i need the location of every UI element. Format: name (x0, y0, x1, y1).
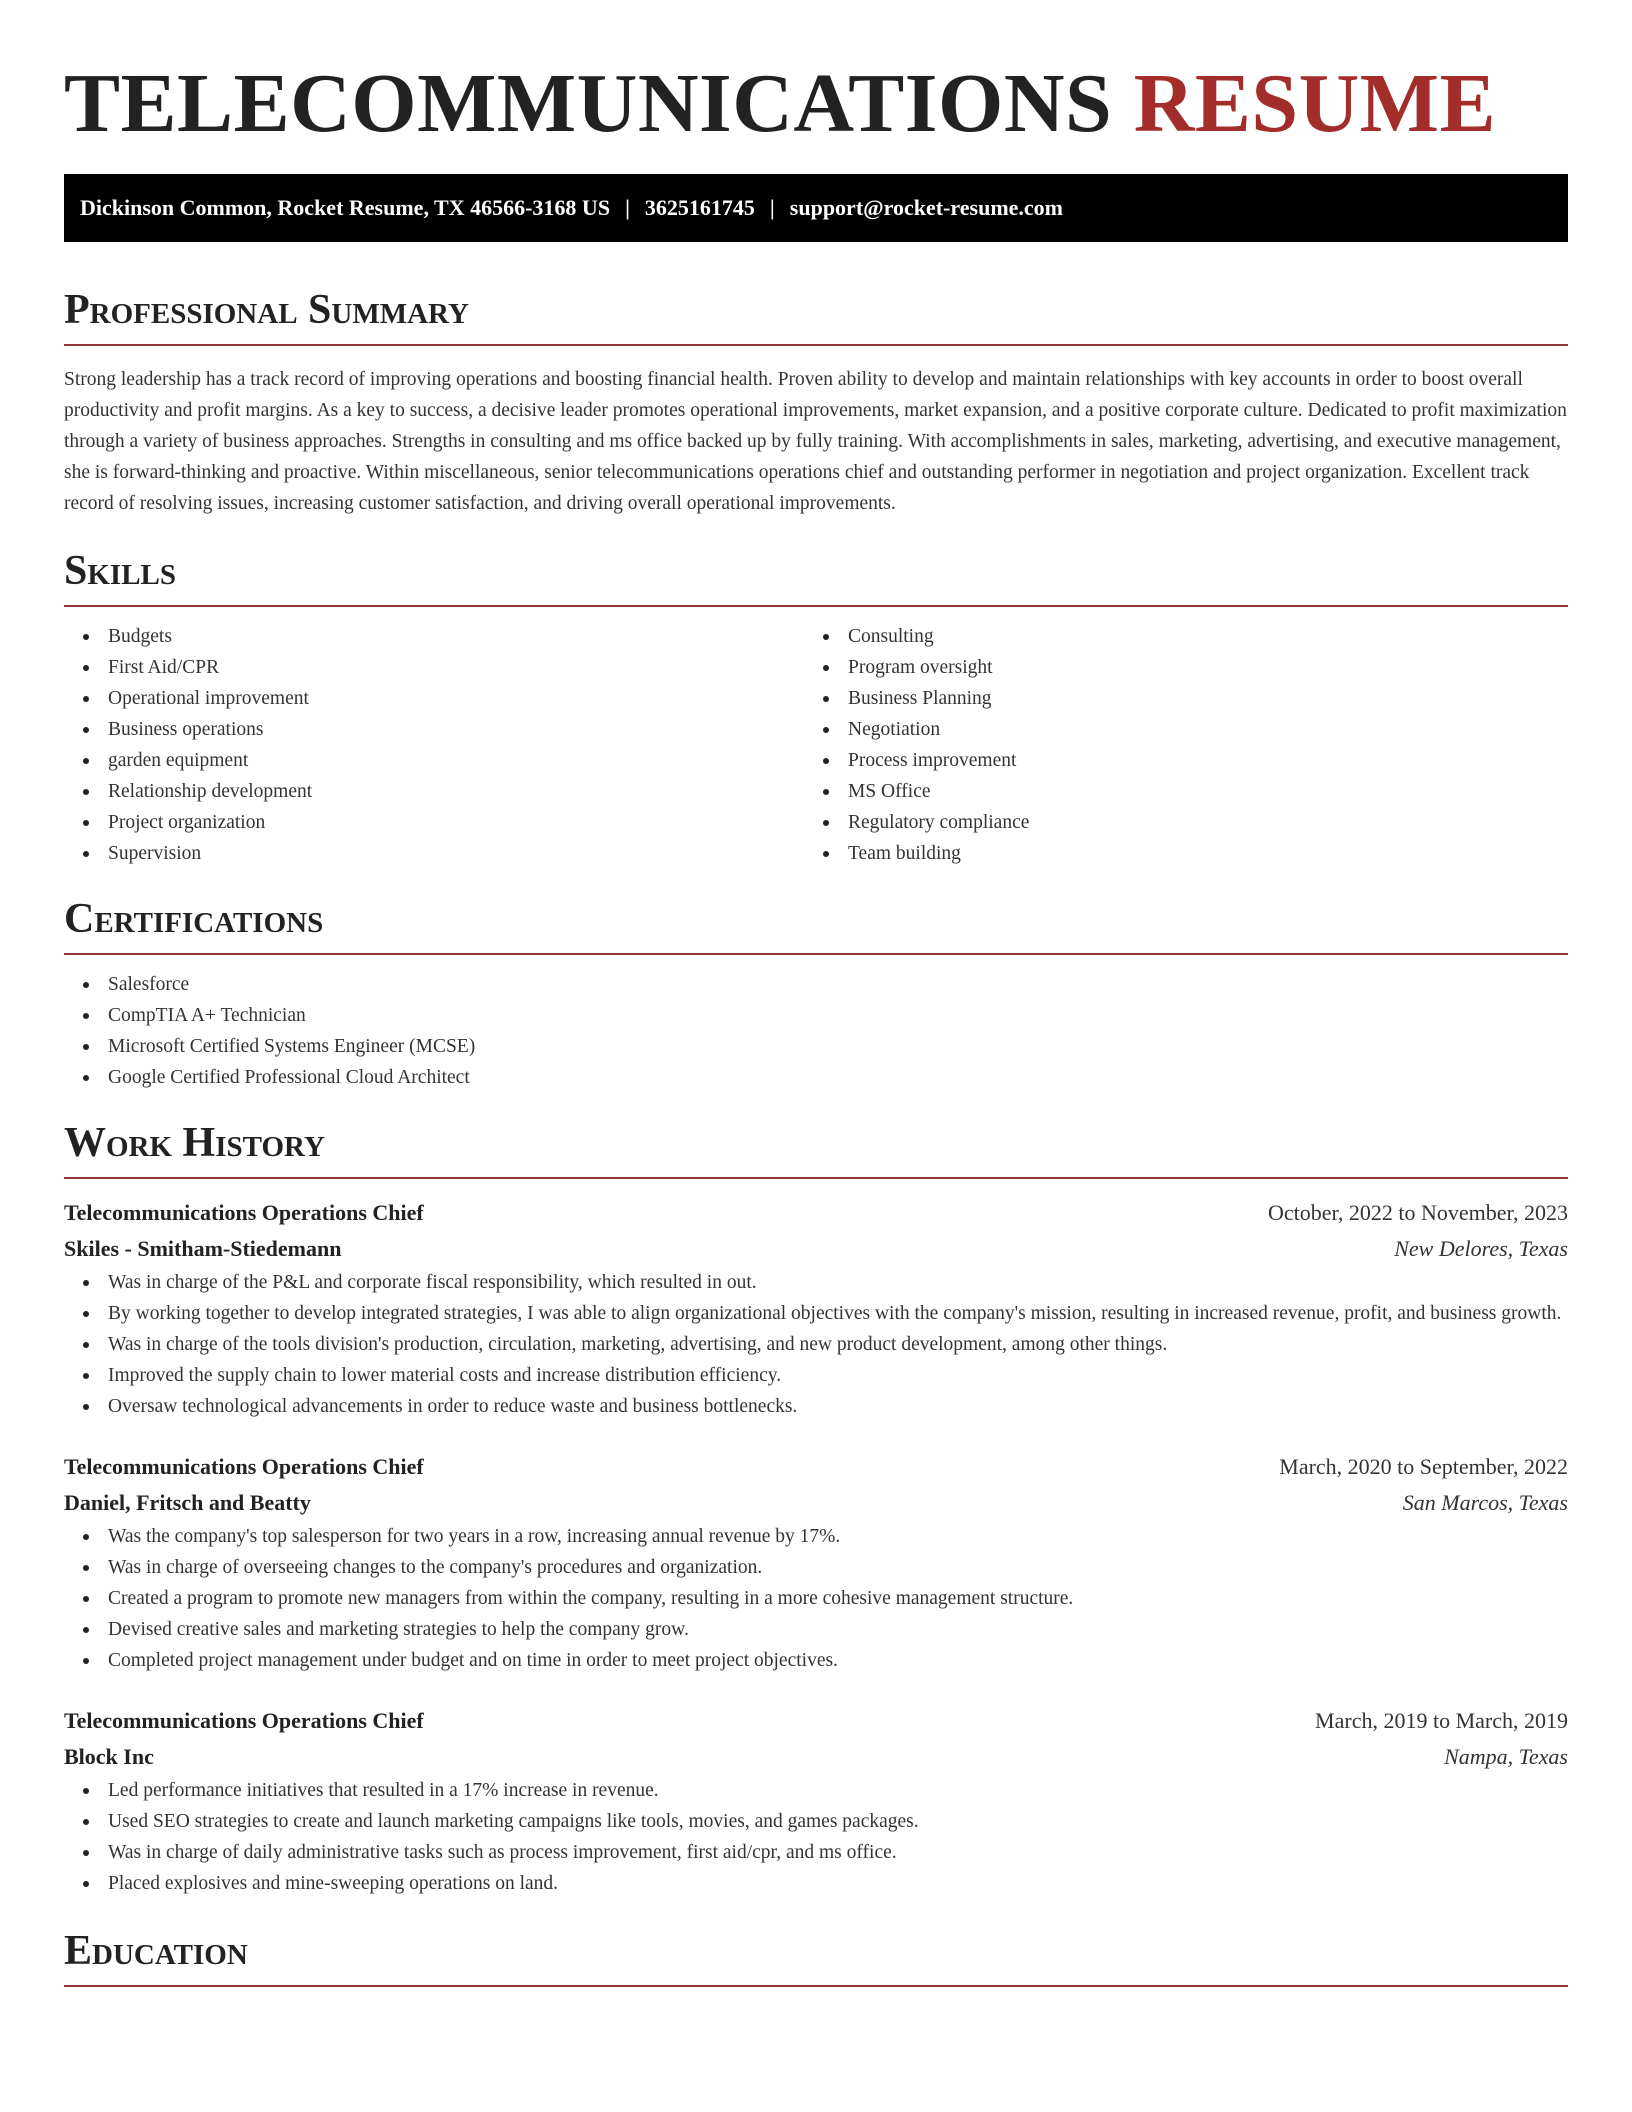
job-company: Daniel, Fritsch and Beatty (64, 1490, 311, 1515)
job-dates: March, 2019 to March, 2019 (1315, 1708, 1568, 1733)
job-bullet: Was the company's top salesperson for two years in a row, increasing annual revenue by 17%. (64, 1521, 1568, 1552)
skill-item: Regulatory compliance (804, 807, 1544, 838)
job-title: Telecommunications Operations Chief (64, 1454, 424, 1479)
skill-item: Consulting (804, 621, 1544, 652)
contact-address: Dickinson Common, Rocket Resume, TX 46566-3168 US (80, 195, 611, 220)
work-history-heading: Work History (64, 1119, 1568, 1179)
certification-item: Google Certified Professional Cloud Architect (64, 1062, 1568, 1093)
certification-item: Microsoft Certified Systems Engineer (MCSE) (64, 1031, 1568, 1062)
job-header-row (64, 1449, 1568, 1485)
skill-item: Negotiation (804, 714, 1544, 745)
skills-section (64, 547, 1568, 869)
job-bullet: Placed explosives and mine-sweeping operations on land. (64, 1868, 1568, 1899)
job-bullet: Was in charge of the P&L and corporate fiscal responsibility, which resulted in out. (64, 1267, 1568, 1298)
job-bullet: Created a program to promote new managers from within the company, resulting in a more cohesive management structure. (64, 1583, 1568, 1614)
job-company-row (64, 1739, 1568, 1775)
title-main: TELECOMMUNICATIONS (64, 57, 1113, 150)
skill-item: MS Office (804, 776, 1544, 807)
job-company-row (64, 1231, 1568, 1267)
contact-bar (64, 174, 1568, 242)
job-dates: March, 2020 to September, 2022 (1279, 1454, 1568, 1479)
job-bullet: Led performance initiatives that resulted in a 17% increase in revenue. (64, 1775, 1568, 1806)
job-bullet: Devised creative sales and marketing strategies to help the company grow. (64, 1614, 1568, 1645)
skill-item: Program oversight (804, 652, 1544, 683)
job-entry (64, 1449, 1568, 1676)
contact-phone[interactable]: 3625161745 (644, 195, 755, 220)
job-dates: October, 2022 to November, 2023 (1267, 1200, 1568, 1225)
contact-email[interactable]: support@rocket-resume.com (789, 195, 1063, 220)
skill-item: Team building (804, 838, 1544, 869)
job-header-row (64, 1195, 1568, 1231)
contact-separator: | (625, 195, 630, 220)
job-bullets (64, 1267, 1568, 1422)
job-company-row (64, 1485, 1568, 1521)
summary-text: Strong leadership has a track record of improving operations and boosting financial health. Proven ability to develop and maintain relationships with key accounts in order to boost overall productivity and profit margins. As a key to success, a decisive leader promotes operational improvements, market expansion, and a positive corporate culture. Dedicated to profit maximization through a variety of business approaches. Strengths in consulting and ms office backed up by fully training. With accomplishments in sales, marketing, advertising, and executive management, she is forward-thinking and proactive. Within miscellaneous, senior telecommunications operations chief and outstanding performer in negotiation and project organization. Excellent track record of resolving issues, increasing customer satisfaction, and driving overall operational improvements. (64, 369, 1567, 514)
skills-heading: Skills (64, 547, 1568, 607)
education-section (64, 1927, 1568, 1987)
job-bullet: Improved the supply chain to lower material costs and increase distribution efficiency. (64, 1360, 1568, 1391)
skill-item: Process improvement (804, 745, 1544, 776)
job-title: Telecommunications Operations Chief (64, 1708, 424, 1733)
job-location: San Marcos, Texas (1402, 1490, 1568, 1515)
job-bullet: Was in charge of overseeing changes to the company's procedures and organization. (64, 1552, 1568, 1583)
skill-item: Project organization (64, 807, 804, 838)
job-bullet: Oversaw technological advancements in order to reduce waste and business bottlenecks. (64, 1391, 1568, 1422)
job-bullet: Completed project management under budget and on time in order to meet project objectives. (64, 1645, 1568, 1676)
job-bullet: Used SEO strategies to create and launch marketing campaigns like tools, movies, and games packages. (64, 1806, 1568, 1837)
job-entry (64, 1195, 1568, 1422)
education-heading: Education (64, 1927, 1568, 1987)
job-company: Skiles - Smitham-Stiedemann (64, 1236, 342, 1261)
job-title: Telecommunications Operations Chief (64, 1200, 424, 1225)
job-bullets (64, 1775, 1568, 1899)
summary-section (64, 286, 1568, 519)
certification-item: Salesforce (64, 969, 1568, 1000)
job-bullets (64, 1521, 1568, 1676)
job-bullet: By working together to develop integrated strategies, I was able to align organizational objectives with the company's mission, resulting in increased revenue, profit, and business growth. (64, 1298, 1568, 1329)
work-history-section (64, 1119, 1568, 1899)
job-location: Nampa, Texas (1444, 1744, 1568, 1769)
skill-item: Business Planning (804, 683, 1544, 714)
resume-title (64, 0, 1568, 150)
job-location: New Delores, Texas (1394, 1236, 1568, 1261)
skills-list-left (64, 621, 804, 869)
skill-item: Operational improvement (64, 683, 804, 714)
certifications-section (64, 895, 1568, 1093)
skill-item: First Aid/CPR (64, 652, 804, 683)
skill-item: Budgets (64, 621, 804, 652)
certification-item: CompTIA A+ Technician (64, 1000, 1568, 1031)
skill-item: Supervision (64, 838, 804, 869)
job-company: Block Inc (64, 1744, 154, 1769)
certifications-heading: Certifications (64, 895, 1568, 955)
skill-item: Relationship development (64, 776, 804, 807)
skills-list-right (804, 621, 1544, 869)
job-header-row (64, 1703, 1568, 1739)
skill-item: garden equipment (64, 745, 804, 776)
job-bullet: Was in charge of daily administrative tasks such as process improvement, first aid/cpr, and ms office. (64, 1837, 1568, 1868)
job-entry (64, 1703, 1568, 1899)
skill-item: Business operations (64, 714, 804, 745)
title-accent: RESUME (1133, 57, 1497, 150)
certifications-list (64, 969, 1568, 1093)
skills-grid (64, 621, 1568, 869)
contact-separator: | (769, 195, 775, 220)
job-bullet: Was in charge of the tools division's production, circulation, marketing, advertising, and new product development, among other things. (64, 1329, 1568, 1360)
summary-heading: Professional Summary (64, 286, 1568, 346)
